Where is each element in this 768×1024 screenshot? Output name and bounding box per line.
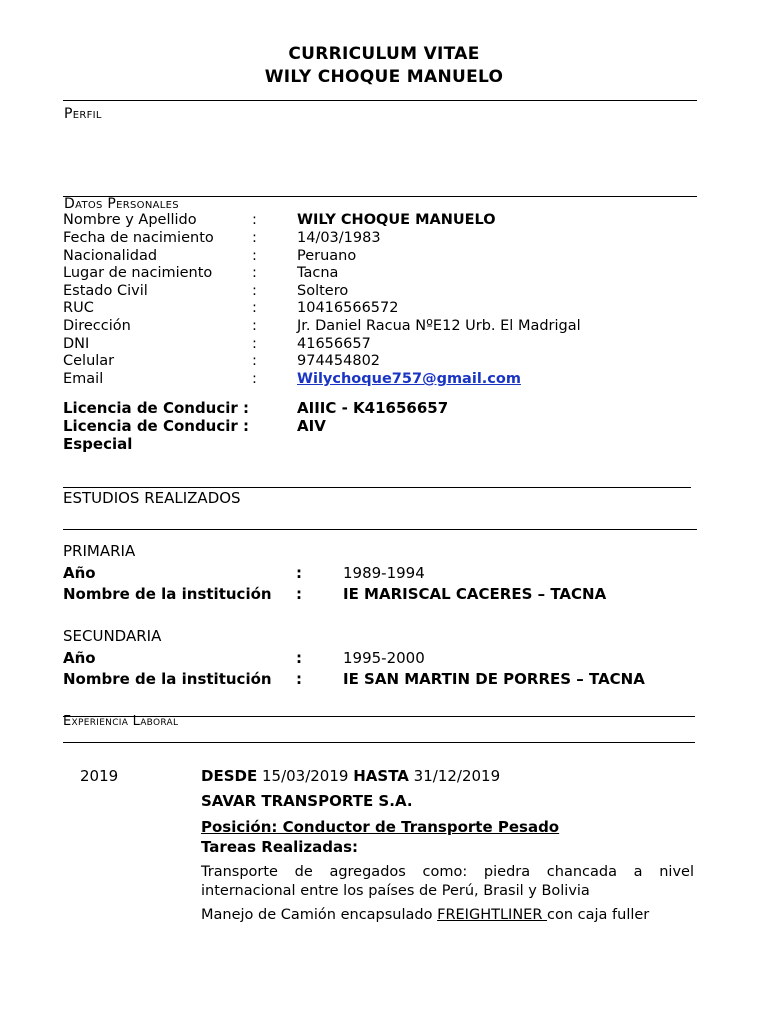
label-direccion: Dirección [63,318,131,334]
label-institucion-secundaria: Nombre de la institución [63,670,272,688]
label-licencia-especial: Especial [63,435,133,453]
label-anio-primaria: Año [63,564,96,582]
desde-value: 15/03/2019 [261,767,349,785]
colon: : [296,564,302,582]
value-institucion-secundaria: IE SAN MARTIN DE PORRES – TACNA [343,670,645,688]
value-direccion: Jr. Daniel Racua NºE12 Urb. El Madrigal [297,318,581,334]
value-dni: 41656657 [297,336,371,352]
colon: : [252,265,257,281]
label-licencia-1: Licencia de Conducir : [63,399,250,417]
experience-year: 2019 [80,767,119,785]
label-nacionalidad: Nacionalidad [63,248,158,264]
colon: : [252,336,257,352]
label-institucion-primaria: Nombre de la institución [63,585,272,603]
desde-label: DESDE [201,767,258,785]
cv-title: CURRICULUM VITAE [288,44,480,64]
colon: : [296,670,302,688]
value-nacionalidad: Peruano [297,248,357,264]
colon: : [296,649,302,667]
experience-dates [201,767,500,785]
label-licencia-2: Licencia de Conducir : [63,417,250,435]
cv-name: WILY CHOQUE MANUELO [264,67,504,87]
section-experiencia: Experiencia Laboral [63,714,179,729]
email-link[interactable]: Wilychoque757@gmail.com [297,371,521,387]
tasks-label: Tareas Realizadas: [201,838,359,856]
colon: : [252,353,257,369]
colon: : [296,585,302,603]
hasta-value: 31/12/2019 [413,767,501,785]
section-perfil: Perfil [64,106,102,122]
label-fecha-nacimiento: Fecha de nacimiento [63,230,214,246]
colon: : [252,230,257,246]
value-ruc: 10416566572 [297,300,399,316]
value-institucion-primaria: IE MARISCAL CACERES – TACNA [343,585,607,603]
value-anio-primaria: 1989-1994 [343,564,425,582]
colon: : [252,283,257,299]
divider [63,100,697,101]
task-2-text: Manejo de Camión encapsulado [201,907,438,923]
section-datos-personales: Datos Personales [64,196,179,212]
task-2-text-end: con caja fuller [547,907,650,923]
label-ruc: RUC [63,300,94,316]
value-estado-civil: Soltero [297,283,349,299]
section-estudios: ESTUDIOS REALIZADOS [63,489,241,507]
value-fecha-nacimiento: 14/03/1983 [297,230,381,246]
value-licencia-2: AIV [297,417,326,435]
divider [63,487,691,488]
task-1: Transporte de agregados como: piedra chancada a nivel internacional entre los países de Perú, Brasil y Bolivia [201,864,694,899]
label-celular: Celular [63,353,115,369]
label-dni: DNI [63,336,90,352]
task-2-brand: FREIGHTLINER [437,907,548,923]
colon: : [252,248,257,264]
divider [63,742,695,743]
label-estado-civil: Estado Civil [63,283,148,299]
position: Posición: Conductor de Transporte Pesado [201,818,560,836]
value-lugar-nacimiento: Tacna [297,265,339,281]
company-name: SAVAR TRANSPORTE S.A. [201,792,413,810]
value-celular: 974454802 [297,353,381,369]
label-lugar-nacimiento: Lugar de nacimiento [63,265,213,281]
divider [63,529,697,530]
label-anio-secundaria: Año [63,649,96,667]
colon: : [252,318,257,334]
value-anio-secundaria: 1995-2000 [343,649,425,667]
colon: : [252,371,257,387]
value-nombre: WILY CHOQUE MANUELO [297,212,496,228]
label-nombre: Nombre y Apellido [63,212,197,228]
heading-primaria: PRIMARIA [63,542,136,560]
hasta-label: HASTA [353,767,409,785]
task-2 [201,907,649,923]
label-email: Email [63,371,104,387]
colon: : [252,300,257,316]
value-licencia-1: AIIIC - K41656657 [297,399,449,417]
colon: : [252,212,257,228]
heading-secundaria: SECUNDARIA [63,627,162,645]
